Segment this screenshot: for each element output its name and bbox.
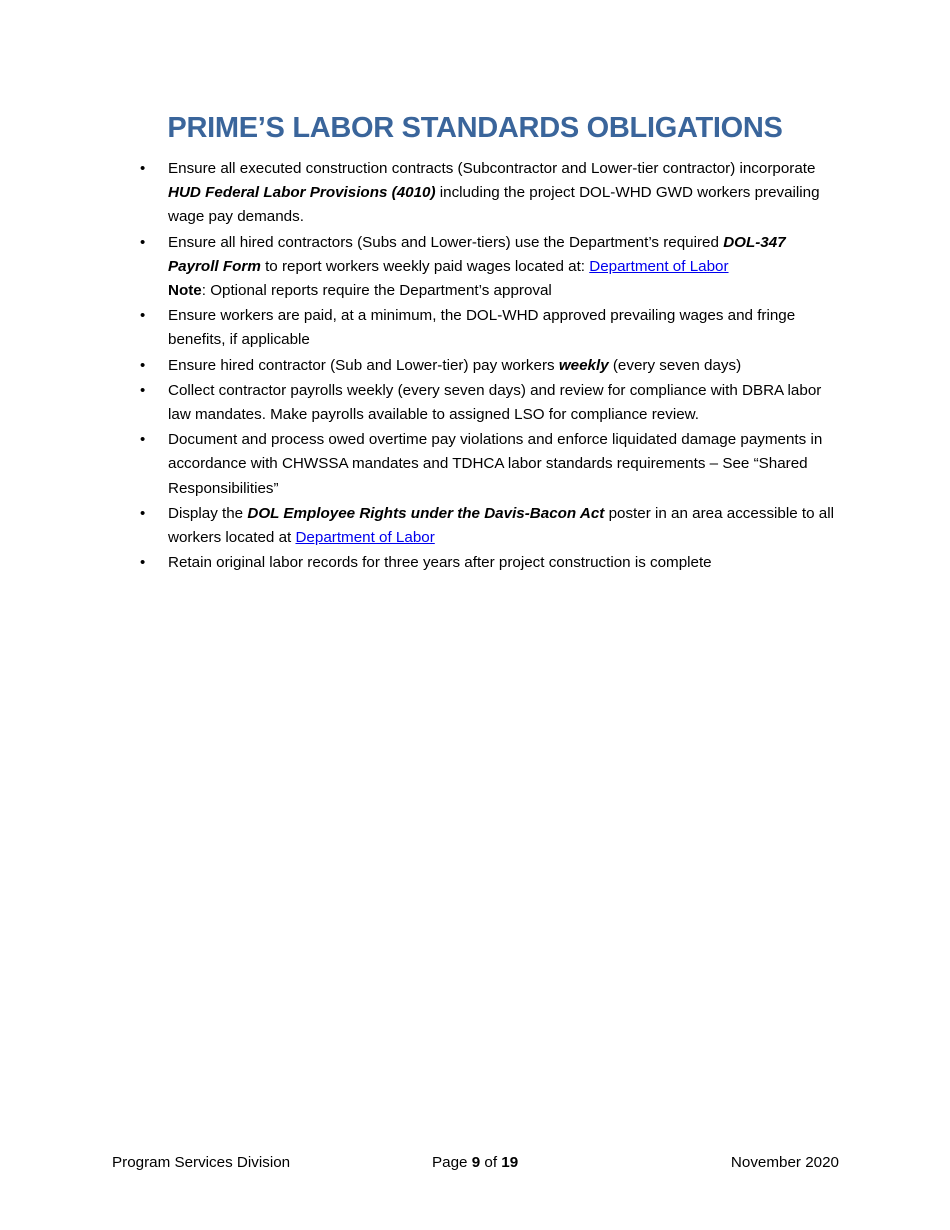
item-text: Ensure workers are paid, at a minimum, the DOL-WHD approved prevailing wages and fringe benefits, if applicable [168,307,796,349]
item-emphasis: weekly [558,356,609,374]
page-current: 9 [471,1154,481,1171]
bullet-icon: • [140,381,146,399]
list-item [140,304,840,352]
note-text: : Optional reports require the Department’s approval [201,282,552,300]
list-item [140,354,840,378]
department-of-labor-link[interactable]: Department of Labor [295,529,435,547]
bullet-icon: • [140,504,146,522]
item-text: including the project DOL-WHD GWD workers prevailing wage pay demands. [168,184,820,226]
page-prefix: Page [432,1154,472,1171]
page-footer [112,1152,839,1174]
bullet-icon: • [140,233,146,251]
obligations-list [140,157,840,576]
list-item [140,379,840,427]
item-text: Document and process owed overtime pay violations and enforce liquidated damage payments in accordance with CHWSSA mandates and TDHCA labor standards requirements – See “Shared Responsibilities” [168,431,823,497]
item-emphasis: DOL Employee Rights under the Davis-Bacon Act [247,504,605,522]
item-text: Collect contractor payrolls weekly (every seven days) and review for compliance with DBRA labor law mandates. Make payrolls available to assigned LSO for compliance review. [168,381,822,424]
list-item [140,551,840,575]
list-item [140,502,840,550]
footer-page-number [432,1152,518,1174]
department-of-labor-link[interactable]: Department of Labor [589,257,729,275]
bullet-icon: • [140,431,146,449]
item-text: Ensure all hired contractors (Subs and Lower-tiers) use the Department’s required [168,233,724,251]
item-text: Ensure all executed construction contracts (Subcontractor and Lower-tier contractor) incorporate [168,160,816,177]
footer-date: November 2020 [730,1154,839,1171]
bullet-icon: • [140,307,146,325]
item-text: Ensure hired contractor (Sub and Lower-tier) pay workers [168,356,559,374]
list-item [140,231,840,304]
list-item [140,428,840,501]
page-total: 19 [501,1154,519,1171]
item-emphasis: HUD Federal Labor Provisions (4010) [168,184,436,202]
bullet-icon: • [140,160,146,177]
item-text: to report workers weekly paid wages located at: [260,257,590,275]
list-item [140,157,840,230]
item-text: Retain original labor records for three years after project construction is complete [168,554,712,572]
bullet-icon: • [140,356,146,374]
item-text: poster in an area accessible to all workers located at [168,504,834,547]
item-emphasis: DOL-347 Payroll Form [168,233,786,275]
note-label: Note [168,282,202,300]
item-text: Display the [168,504,248,522]
footer-division: Program Services Division [112,1154,291,1171]
page-of: of [480,1154,502,1171]
item-text: (every seven days) [608,356,742,374]
page-title: PRIME’S LABOR STANDARDS OBLIGATIONS [167,112,783,144]
bullet-icon: • [140,554,146,572]
